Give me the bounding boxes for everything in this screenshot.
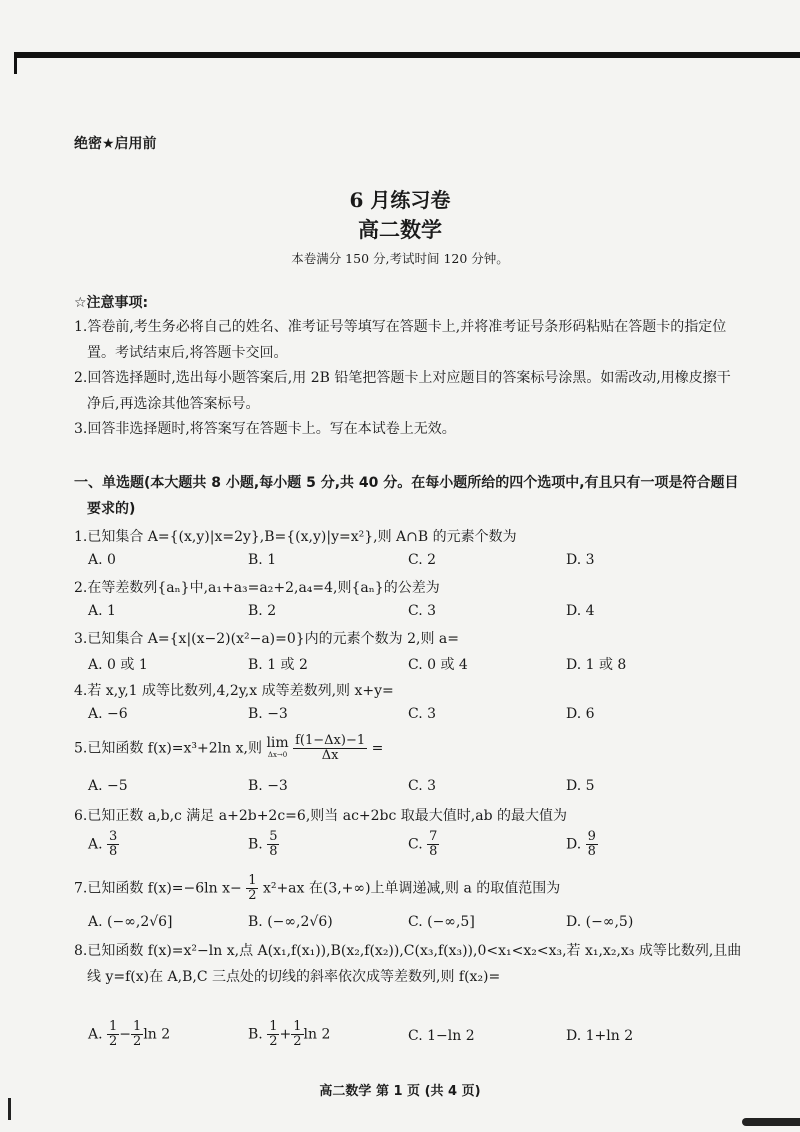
option-a: A. 1 (88, 603, 116, 619)
exam-info: 本卷满分 150 分,考试时间 120 分钟。 (291, 251, 509, 266)
option-b: B. −3 (248, 778, 288, 794)
fraction-denominator: 2 (133, 1034, 142, 1049)
option-b: B. −3 (248, 706, 288, 722)
scan-left-border (14, 52, 17, 74)
fraction-numerator: 5 (269, 829, 278, 844)
section-heading: 一、单选题(本大题共 8 小题,每小题 5 分,共 40 分。在每小题所给的四个选项中,有且只有一项是符合题目要求的) (74, 475, 739, 517)
note-item: 1.答卷前,考生务必将自己的姓名、准考证号等填写在答题卡上,并将准考证号条形码粘贴在答题卡的指定位置。考试结束后,将答题卡交回。 (74, 319, 727, 361)
question-7-stem: 7.已知函数 f(x)=−6ln x− (74, 880, 242, 897)
option-fraction (131, 1020, 143, 1049)
option-c: C. 3 (408, 706, 437, 722)
option-c: C. 0 或 4 (408, 657, 468, 673)
option-b: B. 1 或 2 (248, 657, 308, 673)
question-2: 2.在等差数列{aₙ}中,a₁+a₃=a₂+2,a₄=4,则{aₙ}的公差为 (74, 580, 440, 596)
fraction-numerator: 1 (293, 1019, 302, 1034)
option-b: B. 2 (248, 603, 277, 619)
option-a (88, 1020, 170, 1049)
option-label: B. (248, 1026, 263, 1043)
question-5-options (88, 778, 738, 802)
option-c (408, 830, 439, 859)
option-d: D. 1+ln 2 (566, 1028, 634, 1044)
operator: + (279, 1026, 292, 1043)
fraction-denominator: 8 (429, 844, 438, 859)
question-1-options (88, 552, 738, 576)
question-5-tail: = (371, 740, 384, 757)
option-c: C. 3 (408, 603, 437, 619)
question-6: 6.已知正数 a,b,c 满足 a+2b+2c=6,则当 ac+2bc 取最大值时,ab 的最大值为 (74, 808, 568, 824)
fraction-numerator: f(1−Δx)−1 (295, 733, 366, 748)
option-d: D. (−∞,5) (566, 914, 634, 930)
limit-subscript: Δx→0 (267, 750, 288, 759)
fraction-denominator: 8 (109, 844, 118, 859)
option-c: C. 3 (408, 778, 437, 794)
option-label: D. (566, 836, 582, 853)
option-fraction (107, 1020, 119, 1049)
fraction-denominator: 2 (269, 1034, 278, 1049)
question-6-options (88, 830, 738, 864)
option-fraction (291, 1020, 303, 1049)
option-c: C. 1−ln 2 (408, 1028, 475, 1044)
question-7-tail: x²+ax 在(3,+∞)上单调递减,则 a 的取值范围为 (262, 880, 561, 897)
question-8-options (88, 1020, 738, 1054)
option-a: A. (−∞,2√6] (88, 914, 173, 930)
option-a (88, 830, 119, 859)
option-fraction (427, 830, 439, 859)
fraction-numerator: 1 (109, 1019, 118, 1034)
option-a: A. 0 (88, 552, 116, 568)
option-d: D. 1 或 8 (566, 657, 627, 673)
fraction-numerator: 9 (587, 829, 596, 844)
option-fraction (267, 1020, 279, 1049)
limit-fraction (293, 734, 367, 763)
option-a: A. −5 (88, 778, 128, 794)
exam-subject: 高二数学 (358, 217, 442, 242)
half-fraction (246, 874, 258, 903)
option-label: C. (408, 836, 423, 853)
fraction-numerator: 1 (248, 873, 257, 888)
option-c: C. 2 (408, 552, 437, 568)
scan-top-border (14, 52, 800, 58)
note-item: 3.回答非选择题时,将答案写在答题卡上。写在本试卷上无效。 (74, 421, 456, 437)
exam-title: 6 月练习卷 (349, 188, 451, 212)
option-a: A. −6 (88, 706, 128, 722)
limit-expression (266, 734, 289, 761)
question-4-options (88, 706, 738, 730)
question-5 (74, 734, 383, 763)
fraction-denominator: 2 (109, 1034, 118, 1049)
question-3: 3.已知集合 A={x|(x−2)(x²−a)=0}内的元素个数为 2,则 a= (74, 631, 460, 647)
scan-edge-mark-right (742, 1118, 800, 1126)
option-b (248, 830, 279, 859)
option-a: A. 0 或 1 (88, 657, 148, 673)
question-1: 1.已知集合 A={(x,y)|x=2y},B={(x,y)|y=x²},则 A∩B 的元素个数为 (74, 529, 517, 545)
option-fraction (586, 830, 598, 859)
fraction-numerator: 7 (429, 829, 438, 844)
option-fraction (107, 830, 119, 859)
question-4: 4.若 x,y,1 成等比数列,4,2y,x 成等差数列,则 x+y= (74, 683, 394, 699)
question-2-options (88, 603, 738, 627)
page-footer: 高二数学 第 1 页 (共 4 页) (319, 1084, 481, 1099)
option-d: D. 3 (566, 552, 595, 568)
scan-edge-mark-left (8, 1098, 11, 1120)
fraction-denominator: Δx (321, 748, 339, 763)
question-7-options (88, 914, 738, 938)
limit-symbol: lim (266, 734, 289, 751)
notes-list (74, 315, 744, 443)
option-b: B. 1 (248, 552, 277, 568)
fraction-numerator: 1 (133, 1019, 142, 1034)
option-d: D. 6 (566, 706, 595, 722)
fraction-denominator: 8 (587, 844, 596, 859)
option-d: D. 4 (566, 603, 595, 619)
option-label: B. (248, 836, 263, 853)
option-label: A. (88, 836, 103, 853)
question-7 (74, 874, 560, 903)
option-b: B. (−∞,2√6) (248, 914, 333, 930)
fraction-denominator: 2 (248, 888, 257, 903)
operator: − (119, 1026, 132, 1043)
option-tail: ln 2 (143, 1026, 171, 1043)
option-tail: ln 2 (303, 1026, 331, 1043)
confidential-label: 绝密★启用前 (74, 136, 157, 152)
option-d (566, 830, 598, 859)
note-item: 2.回答选择题时,选出每小题答案后,用 2B 铅笔把答题卡上对应题目的答案标号涂黑。如需改动,用橡皮擦干净后,再选涂其他答案标号。 (74, 370, 731, 412)
option-c: C. (−∞,5] (408, 914, 475, 930)
question-3-options (88, 654, 738, 678)
option-b (248, 1020, 330, 1049)
option-fraction (267, 830, 279, 859)
fraction-numerator: 1 (269, 1019, 278, 1034)
option-d: D. 5 (566, 778, 595, 794)
question-5-stem: 5.已知函数 f(x)=x³+2ln x,则 (74, 740, 262, 757)
fraction-denominator: 2 (293, 1034, 302, 1049)
question-8: 8.已知函数 f(x)=x²−ln x,点 A(x₁,f(x₁)),B(x₂,f(x₂)),C(x₃,f(x₃)),0<x₁<x₂<x₃,若 x₁,x₂,x₃ 成等比数列,且曲线 y=f(x)在 A,B,C 三点处的切线的斜率依次成等差数列,则 f(x₂)= (74, 943, 742, 985)
option-label: A. (88, 1026, 103, 1043)
notes-title: ☆注意事项: (74, 295, 149, 311)
fraction-numerator: 3 (109, 829, 118, 844)
fraction-denominator: 8 (269, 844, 278, 859)
